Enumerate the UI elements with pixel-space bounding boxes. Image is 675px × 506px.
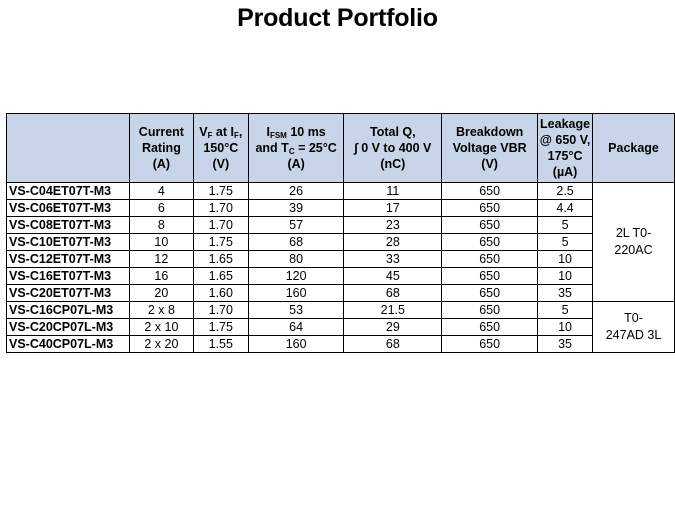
cell-package: T0- 247AD 3L — [593, 302, 675, 353]
cell-total-charge: 28 — [344, 234, 442, 251]
table-row — [7, 183, 675, 200]
cell-part-number: VS-C06ET07T-M3 — [7, 200, 130, 217]
header-package: Package — [593, 114, 675, 183]
cell-surge-current: 80 — [248, 251, 344, 268]
table-row — [7, 268, 675, 285]
cell-current-rating: 8 — [129, 217, 193, 234]
cell-total-charge: 68 — [344, 285, 442, 302]
cell-current-rating: 16 — [129, 268, 193, 285]
header-surge-current: $I_{FSM}$ 10 ms and $T_C = 25^\circ C$ (A) — [248, 114, 344, 183]
table-row — [7, 319, 675, 336]
header-breakdown-voltage: Breakdown Voltage VBR (V) — [442, 114, 538, 183]
cell-surge-current: 26 — [248, 183, 344, 200]
cell-forward-voltage: 1.75 — [193, 319, 248, 336]
cell-total-charge: 23 — [344, 217, 442, 234]
table-row — [7, 336, 675, 353]
cell-part-number: VS-C20ET07T-M3 — [7, 285, 130, 302]
cell-forward-voltage: 1.60 — [193, 285, 248, 302]
header-corner — [7, 114, 130, 183]
cell-part-number: VS-C16ET07T-M3 — [7, 268, 130, 285]
cell-leakage: 35 — [538, 285, 593, 302]
header-total-charge: Total Q, ∫ 0 V to 400 V (nC) — [344, 114, 442, 183]
cell-current-rating: 12 — [129, 251, 193, 268]
cell-total-charge: 17 — [344, 200, 442, 217]
cell-forward-voltage: 1.70 — [193, 200, 248, 217]
cell-current-rating: 6 — [129, 200, 193, 217]
table-row — [7, 217, 675, 234]
product-table — [6, 113, 675, 353]
cell-leakage: 10 — [538, 319, 593, 336]
header-forward-voltage: $V_F$ at $I_F$, 150°C (V) — [193, 114, 248, 183]
cell-current-rating: 2 x 20 — [129, 336, 193, 353]
cell-surge-current: 39 — [248, 200, 344, 217]
cell-forward-voltage: 1.75 — [193, 234, 248, 251]
cell-current-rating: 2 x 10 — [129, 319, 193, 336]
cell-surge-current: 64 — [248, 319, 344, 336]
cell-current-rating: 10 — [129, 234, 193, 251]
cell-current-rating: 20 — [129, 285, 193, 302]
header-leakage: Leakage @ 650 V, 175°C (µA) — [538, 114, 593, 183]
cell-current-rating: 4 — [129, 183, 193, 200]
cell-part-number: VS-C08ET07T-M3 — [7, 217, 130, 234]
cell-breakdown-voltage: 650 — [442, 234, 538, 251]
cell-breakdown-voltage: 650 — [442, 302, 538, 319]
cell-total-charge: 11 — [344, 183, 442, 200]
header-current-rating: Current Rating (A) — [129, 114, 193, 183]
cell-forward-voltage: 1.75 — [193, 183, 248, 200]
cell-forward-voltage: 1.70 — [193, 302, 248, 319]
cell-forward-voltage: 1.55 — [193, 336, 248, 353]
cell-part-number: VS-C16CP07L-M3 — [7, 302, 130, 319]
cell-forward-voltage: 1.65 — [193, 268, 248, 285]
cell-leakage: 5 — [538, 217, 593, 234]
cell-leakage: 4.4 — [538, 200, 593, 217]
page-title: Product Portfolio — [237, 4, 438, 32]
table-row — [7, 200, 675, 217]
cell-leakage: 10 — [538, 268, 593, 285]
cell-surge-current: 68 — [248, 234, 344, 251]
table-row — [7, 302, 675, 319]
cell-total-charge: 29 — [344, 319, 442, 336]
cell-leakage: 2.5 — [538, 183, 593, 200]
header-row — [7, 114, 675, 183]
table-row — [7, 234, 675, 251]
cell-part-number: VS-C04ET07T-M3 — [7, 183, 130, 200]
table-row — [7, 285, 675, 302]
cell-part-number: VS-C12ET07T-M3 — [7, 251, 130, 268]
cell-forward-voltage: 1.70 — [193, 217, 248, 234]
table-body — [7, 183, 675, 353]
cell-breakdown-voltage: 650 — [442, 251, 538, 268]
cell-package: 2L T0- 220AC — [593, 183, 675, 302]
cell-breakdown-voltage: 650 — [442, 268, 538, 285]
cell-surge-current: 53 — [248, 302, 344, 319]
cell-current-rating: 2 x 8 — [129, 302, 193, 319]
cell-surge-current: 160 — [248, 285, 344, 302]
cell-breakdown-voltage: 650 — [442, 336, 538, 353]
cell-surge-current: 57 — [248, 217, 344, 234]
cell-part-number: VS-C10ET07T-M3 — [7, 234, 130, 251]
cell-breakdown-voltage: 650 — [442, 285, 538, 302]
cell-breakdown-voltage: 650 — [442, 183, 538, 200]
cell-breakdown-voltage: 650 — [442, 200, 538, 217]
cell-surge-current: 160 — [248, 336, 344, 353]
cell-total-charge: 33 — [344, 251, 442, 268]
cell-forward-voltage: 1.65 — [193, 251, 248, 268]
cell-total-charge: 68 — [344, 336, 442, 353]
table-row — [7, 251, 675, 268]
cell-total-charge: 45 — [344, 268, 442, 285]
cell-leakage: 10 — [538, 251, 593, 268]
cell-surge-current: 120 — [248, 268, 344, 285]
cell-leakage: 5 — [538, 302, 593, 319]
cell-total-charge: 21.5 — [344, 302, 442, 319]
cell-breakdown-voltage: 650 — [442, 217, 538, 234]
cell-part-number: VS-C40CP07L-M3 — [7, 336, 130, 353]
cell-breakdown-voltage: 650 — [442, 319, 538, 336]
cell-part-number: VS-C20CP07L-M3 — [7, 319, 130, 336]
cell-leakage: 5 — [538, 234, 593, 251]
cell-leakage: 35 — [538, 336, 593, 353]
